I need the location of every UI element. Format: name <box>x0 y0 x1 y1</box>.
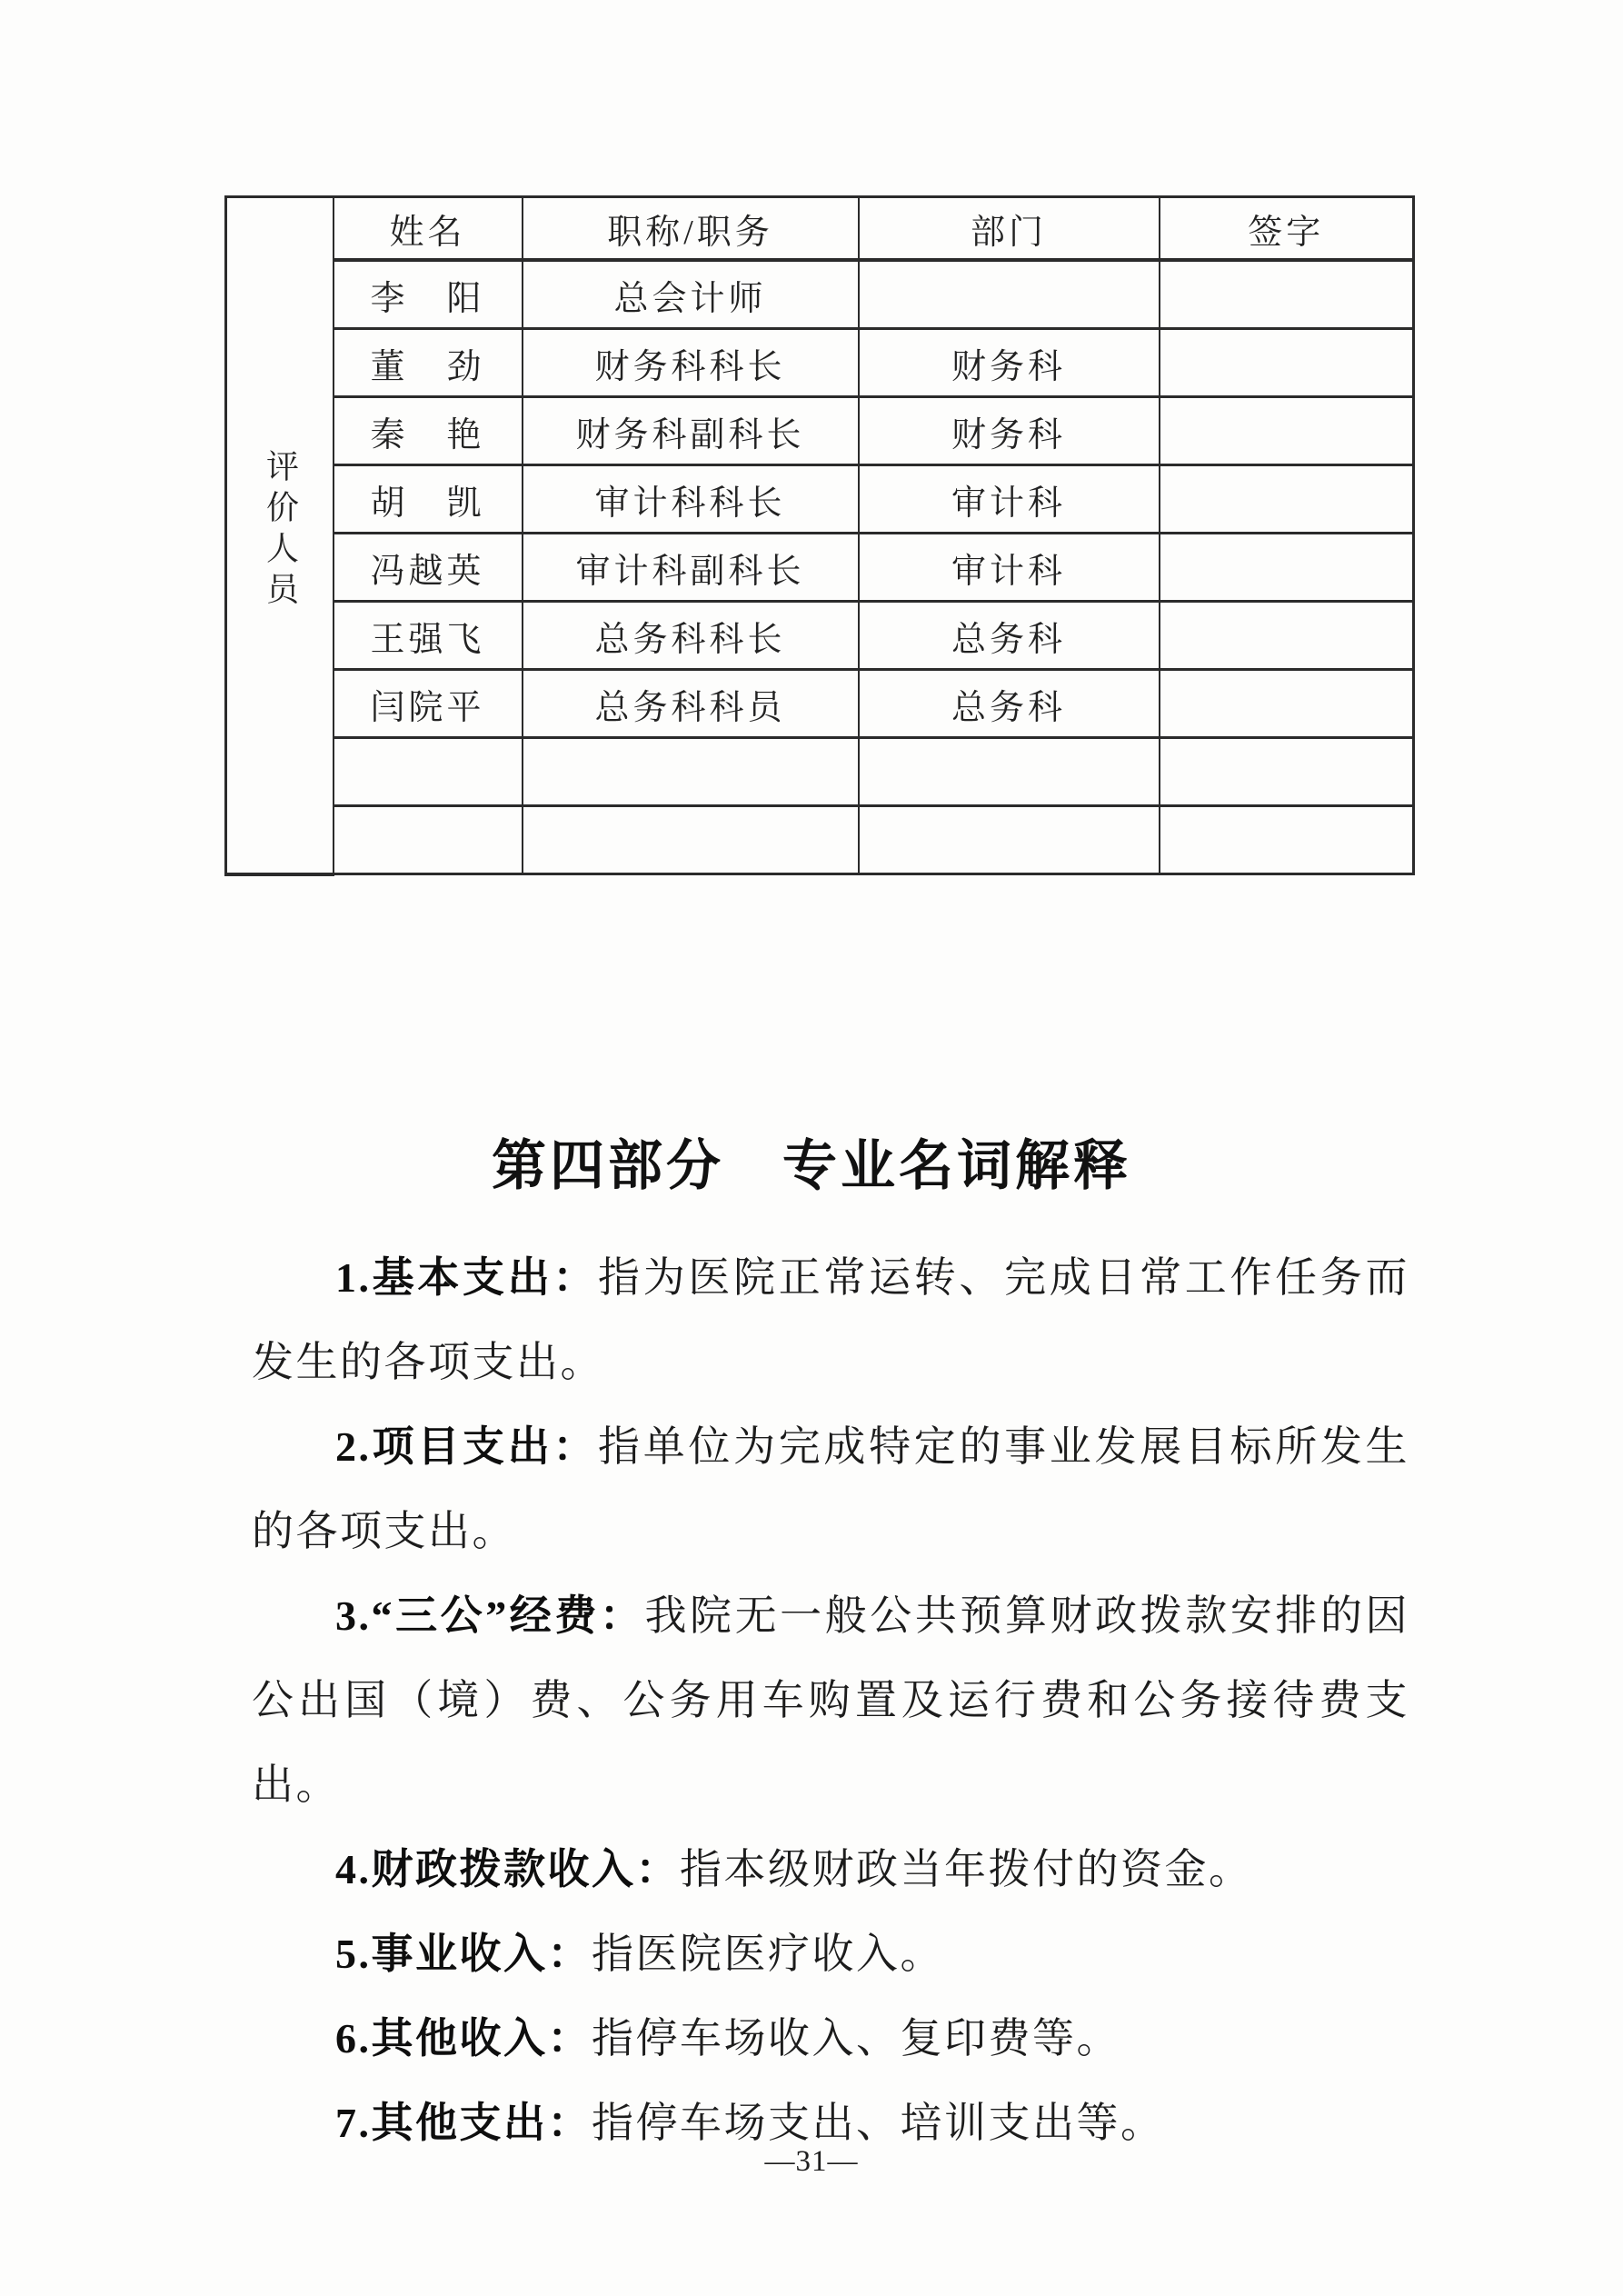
definition-term: 5.事业收入： <box>335 1931 592 1977</box>
cell-title <box>523 738 859 806</box>
cell-name: 秦 艳 <box>334 397 523 465</box>
table-header-row <box>226 197 1414 261</box>
cell-name <box>334 806 523 874</box>
definition-item <box>252 1996 1409 2081</box>
row-group-label: 评价人员 <box>262 448 299 613</box>
definition-term: 2.项目支出： <box>335 1423 599 1470</box>
table-row <box>226 806 1414 874</box>
cell-signature <box>1160 806 1414 874</box>
cell-title <box>523 806 859 874</box>
definition-term: 6.其他收入： <box>335 2015 592 2061</box>
definition-item <box>252 1827 1409 1912</box>
cell-department <box>859 738 1160 806</box>
cell-department: 财务科 <box>859 397 1160 465</box>
cell-signature <box>1160 738 1414 806</box>
table-row <box>226 670 1414 738</box>
cell-department: 审计科 <box>859 534 1160 602</box>
column-header-name: 姓名 <box>334 197 523 261</box>
definition-item <box>252 1912 1409 1996</box>
cell-signature <box>1160 397 1414 465</box>
cell-name: 冯越英 <box>334 534 523 602</box>
cell-signature <box>1160 534 1414 602</box>
row-group-label-cell <box>226 197 334 874</box>
cell-department: 总务科 <box>859 670 1160 738</box>
definition-text: 指停车场支出、培训支出等。 <box>592 2100 1165 2146</box>
table-row <box>226 534 1414 602</box>
cell-title: 审计科科长 <box>523 465 859 534</box>
cell-department: 审计科 <box>859 465 1160 534</box>
cell-signature <box>1160 602 1414 670</box>
definition-text: 指停车场收入、复印费等。 <box>592 2015 1120 2061</box>
definition-item <box>252 1235 1409 1404</box>
cell-title: 总会计师 <box>523 260 859 329</box>
cell-title: 财务科科长 <box>523 329 859 397</box>
definition-term: 7.其他支出： <box>335 2100 592 2146</box>
definition-text: 指单位为完成特定的事业发展目标所发生的各项支出。 <box>252 1423 1410 1554</box>
evaluation-personnel-table <box>224 195 1415 876</box>
table-row <box>226 602 1414 670</box>
definition-text: 指医院医疗收入。 <box>592 1931 944 1977</box>
cell-department: 总务科 <box>859 602 1160 670</box>
cell-name: 李 阳 <box>334 260 523 329</box>
table-row <box>226 260 1414 329</box>
definition-text: 我院无一般公共预算财政拨款安排的因公出国（境）费、公务用车购置及运行费和公务接待费支出。 <box>252 1592 1410 1808</box>
definitions-list <box>252 1235 1409 2165</box>
column-header-department: 部门 <box>859 197 1160 261</box>
definition-text: 指本级财政当年拨付的资金。 <box>680 1846 1253 1892</box>
cell-title: 总务科科长 <box>523 602 859 670</box>
cell-department: 财务科 <box>859 329 1160 397</box>
cell-department <box>859 260 1160 329</box>
cell-name: 胡 凯 <box>334 465 523 534</box>
cell-signature <box>1160 670 1414 738</box>
definition-term: 3.“三公”经费： <box>335 1592 645 1639</box>
definition-term: 1.基本支出： <box>335 1254 599 1301</box>
column-header-signature: 签字 <box>1160 197 1414 261</box>
page-number: —31— <box>764 2145 859 2178</box>
cell-name: 王强飞 <box>334 602 523 670</box>
cell-title: 审计科副科长 <box>523 534 859 602</box>
table-row <box>226 738 1414 806</box>
table-row <box>226 397 1414 465</box>
table-row <box>226 465 1414 534</box>
cell-signature <box>1160 260 1414 329</box>
section-title: 第四部分 专业名词解释 <box>492 1135 1131 1196</box>
column-header-title: 职称/职务 <box>523 197 859 261</box>
definition-text: 指为医院正常运转、完成日常工作任务而发生的各项支出。 <box>252 1254 1410 1385</box>
cell-name: 闫院平 <box>334 670 523 738</box>
table-row <box>226 329 1414 397</box>
cell-signature <box>1160 465 1414 534</box>
definition-item <box>252 1573 1409 1827</box>
cell-name <box>334 738 523 806</box>
definition-item <box>252 1404 1409 1573</box>
cell-name: 董 劲 <box>334 329 523 397</box>
cell-department <box>859 806 1160 874</box>
cell-title: 财务科副科长 <box>523 397 859 465</box>
cell-signature <box>1160 329 1414 397</box>
cell-title: 总务科科员 <box>523 670 859 738</box>
definition-term: 4.财政拨款收入： <box>335 1846 680 1892</box>
